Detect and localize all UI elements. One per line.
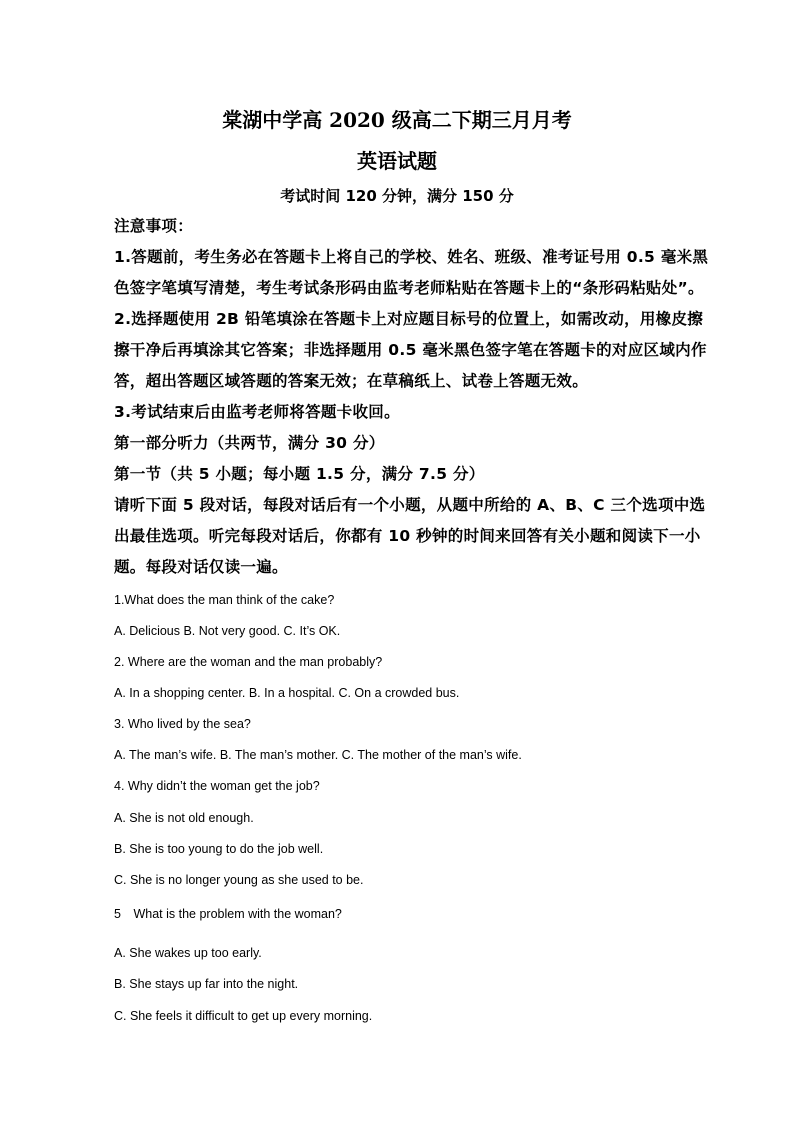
question-2: 2. Where are the woman and the man probably? — [114, 655, 383, 669]
subject-title: 英语试题 — [357, 149, 437, 173]
section-1-heading: 第一节（共 5 小题；每小题 1.5 分，满分 7.5 分） — [114, 465, 485, 483]
notes-block — [114, 211, 709, 583]
question-5: 5 What is the problem with the woman? — [114, 907, 342, 921]
question-1-options: A. Delicious B. Not very good. C. It’s OK. — [114, 624, 341, 638]
exam-title: 棠湖中学高 2020 级高二下期三月月考 — [222, 108, 572, 132]
question-5-option-a: A. She wakes up too early. — [114, 946, 262, 960]
question-4-option-c: C. She is no longer young as she used to be. — [114, 873, 364, 887]
question-2-options: A. In a shopping center. B. In a hospital. C. On a crowded bus. — [114, 686, 460, 700]
notes-heading: 注意事项： — [114, 217, 194, 235]
instruction-line-3: 题。每段对话仅读一遍。 — [114, 558, 288, 576]
question-4: 4. Why didn’t the woman get the job? — [114, 779, 320, 793]
exam-info: 考试时间 120 分钟，满分 150 分 — [280, 187, 514, 205]
question-4-option-a: A. She is not old enough. — [114, 811, 254, 825]
question-3-options: A. The man’s wife. B. The man’s mother. C. The mother of the man’s wife. — [114, 748, 522, 762]
note-1-line-1: 1.答题前，考生务必在答题卡上将自己的学校、姓名、班级、准考证号用 0.5 毫米黑 — [114, 248, 709, 266]
instruction-line-1: 请听下面 5 段对话，每段对话后有一个小题，从题中所给的 A、B、C 三个选项中选 — [114, 496, 706, 514]
question-5-option-c: C. She feels it difficult to get up every morning. — [114, 1009, 373, 1023]
note-2-line-2: 擦干净后再填涂其它答案；非选择题用 0.5 毫米黑色签字笔在答题卡的对应区域内作 — [114, 341, 707, 359]
instruction-line-2: 出最佳选项。听完每段对话后，你都有 10 秒钟的时间来回答有关小题和阅读下一小 — [114, 527, 701, 545]
note-3: 3.考试结束后由监考老师将答题卡收回。 — [114, 403, 400, 421]
question-1: 1.What does the man think of the cake? — [114, 593, 335, 607]
part-1-heading: 第一部分听力（共两节，满分 30 分） — [114, 434, 385, 452]
question-4-option-b: B. She is too young to do the job well. — [114, 842, 324, 856]
question-5-option-b: B. She stays up far into the night. — [114, 977, 299, 991]
note-1-line-2: 色签字笔填写清楚，考生考试条形码由监考老师粘贴在答题卡上的“条形码粘贴处”。 — [114, 279, 704, 297]
note-2-line-3: 答，超出答题区域答题的答案无效；在草稿纸上、试卷上答题无效。 — [114, 372, 589, 390]
note-2-line-1: 2.选择题使用 2B 铅笔填涂在答题卡上对应题目标号的位置上，如需改动，用橡皮擦 — [114, 310, 704, 328]
question-3: 3. Who lived by the sea? — [114, 717, 251, 731]
